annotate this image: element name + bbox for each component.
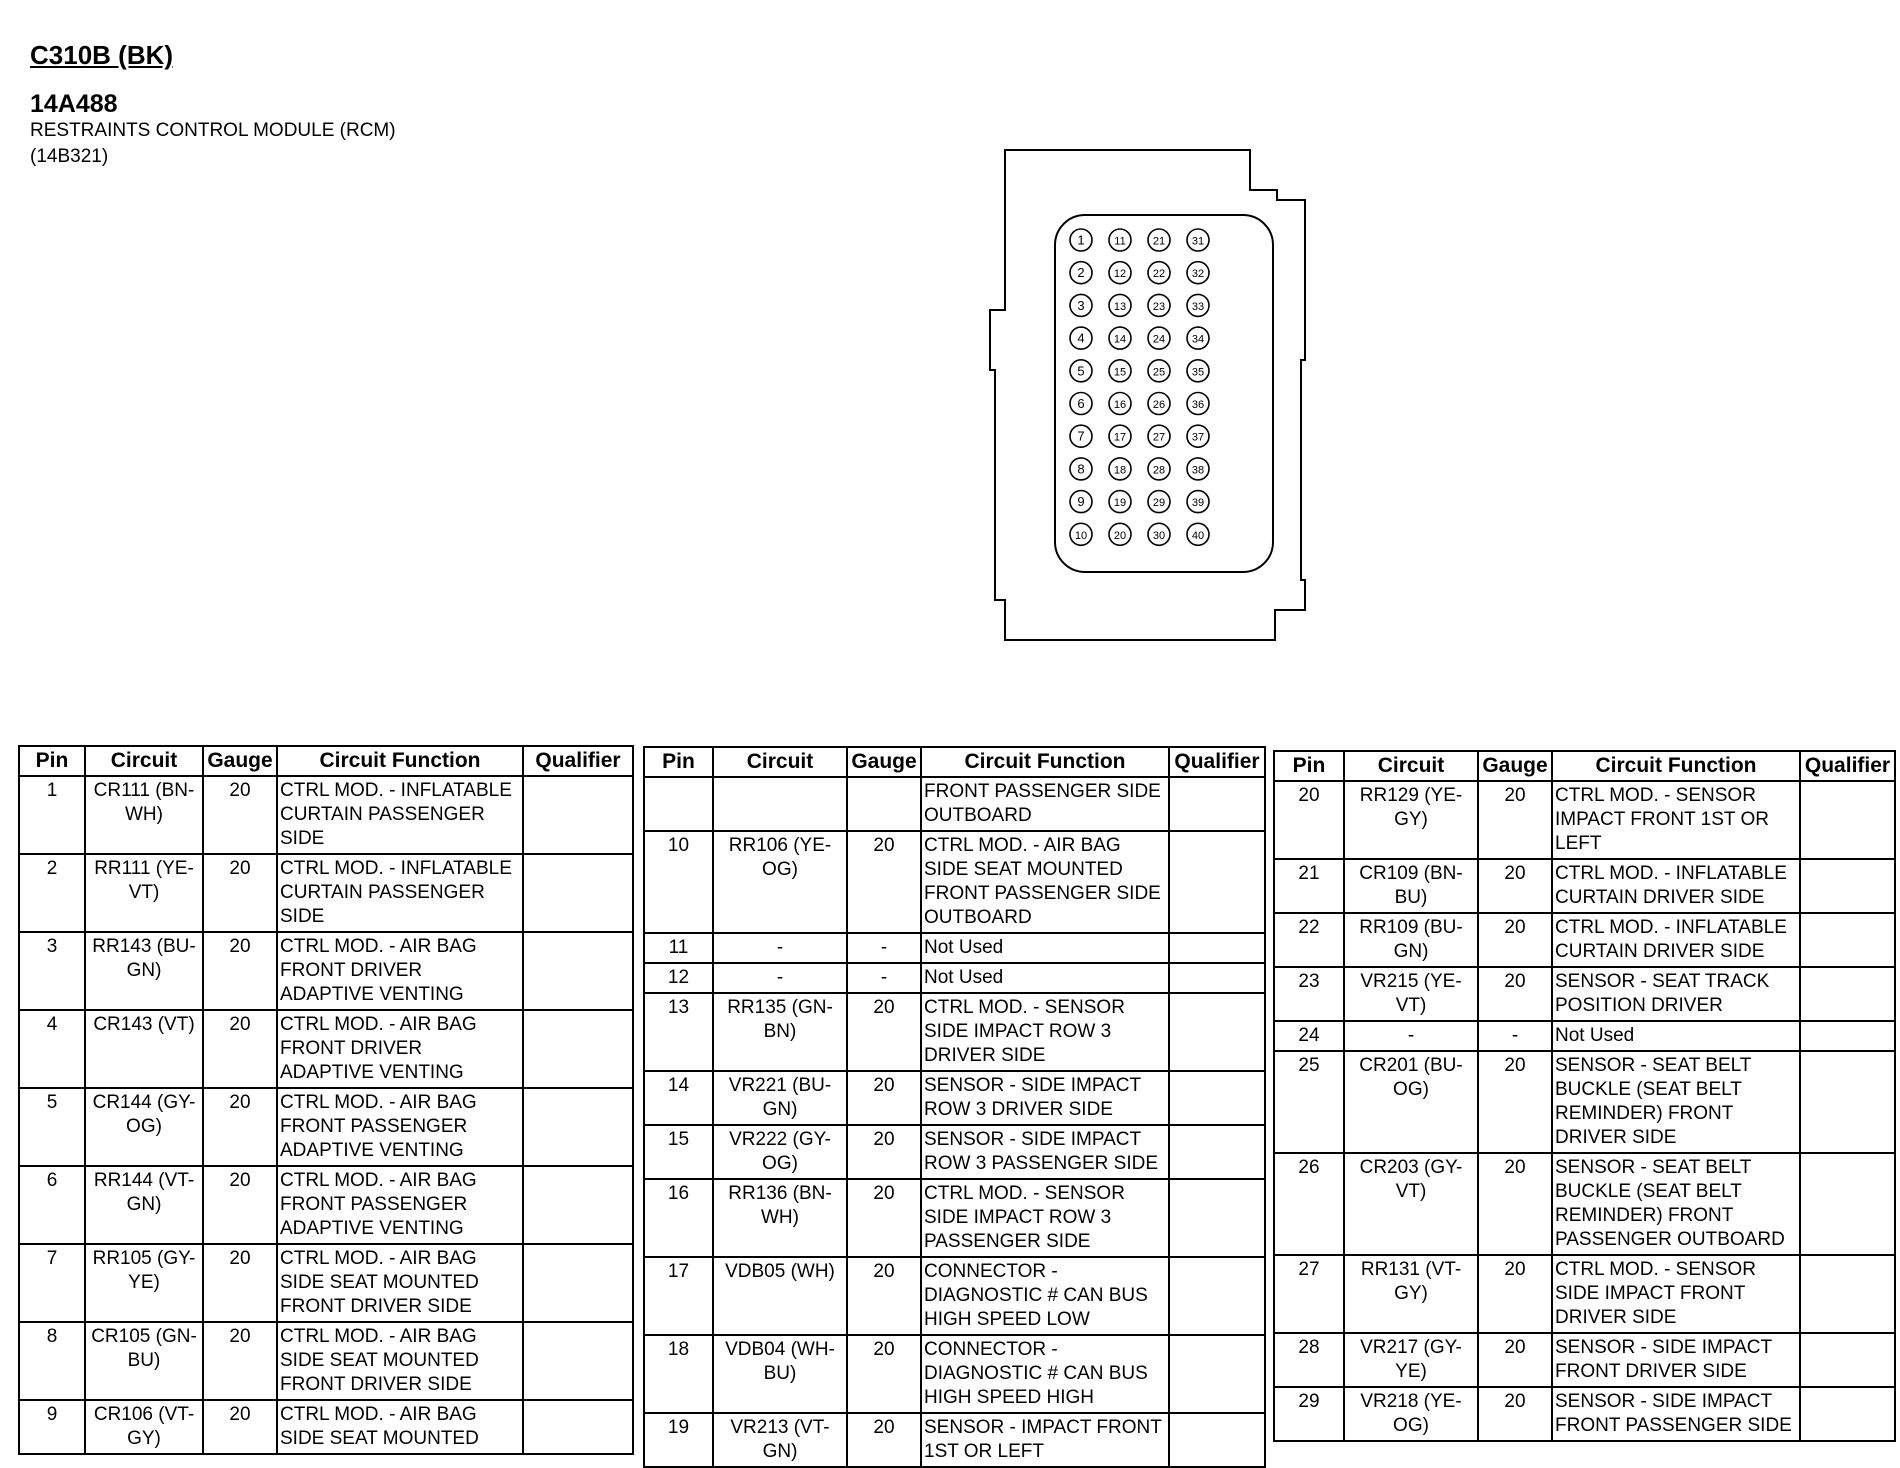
circuit-cell: RR143 (BU-GN) xyxy=(85,932,203,1010)
qualifier-cell xyxy=(1800,1051,1895,1153)
pin-cell xyxy=(644,777,713,831)
circuit-cell: VR221 (BU-GN) xyxy=(713,1071,847,1125)
table-row xyxy=(19,1010,633,1088)
function-cell: SENSOR - IMPACT FRONT 1ST OR LEFT xyxy=(921,1413,1169,1467)
pin-cell: 8 xyxy=(19,1322,85,1400)
gauge-cell: 20 xyxy=(847,1125,921,1179)
module-sub-number: (14B321) xyxy=(30,146,109,167)
col-qualifier: Qualifier xyxy=(523,746,633,776)
circuit-cell: RR144 (VT-GN) xyxy=(85,1166,203,1244)
table-row xyxy=(19,1088,633,1166)
function-cell: CTRL MOD. - AIR BAG SIDE SEAT MOUNTED FRONT PASSENGER SIDE OUTBOARD xyxy=(921,831,1169,933)
function-cell: CONNECTOR - DIAGNOSTIC # CAN BUS HIGH SPEED LOW xyxy=(921,1257,1169,1335)
gauge-cell: 20 xyxy=(847,831,921,933)
pin-cell: 21 xyxy=(1274,859,1344,913)
circuit-cell: - xyxy=(1344,1021,1478,1051)
col-pin: Pin xyxy=(1274,751,1344,781)
table-row xyxy=(644,831,1265,933)
pin-number: 2 xyxy=(1077,265,1085,281)
qualifier-cell xyxy=(523,1010,633,1088)
pin-cell: 14 xyxy=(644,1071,713,1125)
gauge-cell: 20 xyxy=(203,1010,277,1088)
table-row xyxy=(644,1413,1265,1467)
qualifier-cell xyxy=(1800,1153,1895,1255)
function-cell: CTRL MOD. - INFLATABLE CURTAIN PASSENGER SIDE xyxy=(277,776,523,854)
table-row xyxy=(1274,967,1895,1021)
circuit-cell: VR218 (YE-OG) xyxy=(1344,1387,1478,1441)
gauge-cell: 20 xyxy=(1478,1387,1552,1441)
qualifier-cell xyxy=(1169,1335,1265,1413)
col-qualifier: Qualifier xyxy=(1800,751,1895,781)
pin-number: 22 xyxy=(1152,268,1166,281)
circuit-cell: RR136 (BN-WH) xyxy=(713,1179,847,1257)
circuit-cell: CR143 (VT) xyxy=(85,1010,203,1088)
gauge-cell: 20 xyxy=(1478,913,1552,967)
pin-number: 25 xyxy=(1152,366,1166,379)
circuit-cell: VR222 (GY-OG) xyxy=(713,1125,847,1179)
circuit-cell: RR135 (GN-BN) xyxy=(713,993,847,1071)
qualifier-cell xyxy=(1800,913,1895,967)
pin-number: 31 xyxy=(1191,235,1205,248)
table-row xyxy=(1274,1255,1895,1333)
pin-number: 37 xyxy=(1191,431,1205,444)
connector-housing xyxy=(990,150,1305,640)
table-row xyxy=(644,1071,1265,1125)
table-row xyxy=(19,1322,633,1400)
gauge-cell: 20 xyxy=(203,1166,277,1244)
pin-number: 18 xyxy=(1113,464,1127,477)
qualifier-cell xyxy=(1169,1257,1265,1335)
function-cell: FRONT PASSENGER SIDE OUTBOARD xyxy=(921,777,1169,831)
table-row xyxy=(644,993,1265,1071)
function-cell: CTRL MOD. - AIR BAG SIDE SEAT MOUNTED xyxy=(277,1400,523,1454)
table-row xyxy=(1274,1153,1895,1255)
circuit-cell: VDB04 (WH-BU) xyxy=(713,1335,847,1413)
pin-cell: 13 xyxy=(644,993,713,1071)
col-circuit: Circuit xyxy=(1344,751,1478,781)
circuit-cell: CR106 (VT-GY) xyxy=(85,1400,203,1454)
pin-number: 11 xyxy=(1114,235,1126,248)
table-row xyxy=(1274,1387,1895,1441)
gauge-cell: 20 xyxy=(847,1413,921,1467)
circuit-cell: - xyxy=(713,963,847,993)
pin-cell: 9 xyxy=(19,1400,85,1454)
function-cell: CTRL MOD. - AIR BAG FRONT DRIVER ADAPTIVE VENTING xyxy=(277,932,523,1010)
circuit-cell: VR213 (VT-GN) xyxy=(713,1413,847,1467)
gauge-cell: 20 xyxy=(1478,859,1552,913)
function-cell: CTRL MOD. - SENSOR IMPACT FRONT 1ST OR LEFT xyxy=(1552,781,1800,859)
function-cell: CTRL MOD. - AIR BAG FRONT DRIVER ADAPTIVE VENTING xyxy=(277,1010,523,1088)
table-row xyxy=(644,1335,1265,1413)
pin-number: 15 xyxy=(1113,366,1127,379)
qualifier-cell xyxy=(1169,1125,1265,1179)
table-row xyxy=(1274,1051,1895,1153)
table-row xyxy=(19,776,633,854)
col-function: Circuit Function xyxy=(1552,751,1800,781)
gauge-cell: 20 xyxy=(203,1322,277,1400)
gauge-cell: 20 xyxy=(1478,781,1552,859)
pin-number: 36 xyxy=(1191,399,1205,411)
pin-number: 14 xyxy=(1113,333,1127,346)
pin-number: 24 xyxy=(1152,333,1166,346)
table-row xyxy=(19,854,633,932)
gauge-cell: 20 xyxy=(847,1179,921,1257)
circuit-cell: VR215 (YE-VT) xyxy=(1344,967,1478,1021)
pin-cell: 26 xyxy=(1274,1153,1344,1255)
qualifier-cell xyxy=(1169,1413,1265,1467)
pin-cell: 1 xyxy=(19,776,85,854)
pin-number: 7 xyxy=(1077,428,1085,444)
pin-number: 16 xyxy=(1113,399,1127,411)
part-number: 14A488 xyxy=(30,90,118,118)
pin-number: 33 xyxy=(1191,300,1205,313)
gauge-cell: 20 xyxy=(203,1244,277,1322)
pin-cell: 18 xyxy=(644,1335,713,1413)
pin-number: 29 xyxy=(1152,497,1166,510)
pin-number: 32 xyxy=(1191,268,1205,281)
col-pin: Pin xyxy=(644,747,713,777)
pin-number: 3 xyxy=(1077,297,1085,313)
table-row xyxy=(1274,913,1895,967)
circuit-cell: VR217 (GY-YE) xyxy=(1344,1333,1478,1387)
gauge-cell: 20 xyxy=(1478,1255,1552,1333)
gauge-cell: 20 xyxy=(203,854,277,932)
circuit-cell: VDB05 (WH) xyxy=(713,1257,847,1335)
circuit-cell: RR129 (YE-GY) xyxy=(1344,781,1478,859)
qualifier-cell xyxy=(523,1166,633,1244)
function-cell: SENSOR - SIDE IMPACT ROW 3 PASSENGER SIDE xyxy=(921,1125,1169,1179)
gauge-cell: 20 xyxy=(203,1088,277,1166)
function-cell: Not Used xyxy=(1552,1021,1800,1051)
col-gauge: Gauge xyxy=(847,747,921,777)
circuit-cell: CR111 (BN-WH) xyxy=(85,776,203,854)
qualifier-cell xyxy=(1169,1179,1265,1257)
function-cell: CTRL MOD. - AIR BAG FRONT PASSENGER ADAPTIVE VENTING xyxy=(277,1088,523,1166)
qualifier-cell xyxy=(523,1244,633,1322)
function-cell: CTRL MOD. - INFLATABLE CURTAIN DRIVER SIDE xyxy=(1552,859,1800,913)
pin-number: 1 xyxy=(1077,232,1085,248)
function-cell: CTRL MOD. - SENSOR SIDE IMPACT ROW 3 DRIVER SIDE xyxy=(921,993,1169,1071)
table-row xyxy=(19,1400,633,1454)
function-cell: CTRL MOD. - AIR BAG SIDE SEAT MOUNTED FRONT DRIVER SIDE xyxy=(277,1322,523,1400)
pin-table-3 xyxy=(1273,750,1896,1442)
pin-cell: 24 xyxy=(1274,1021,1344,1051)
pin-number: 19 xyxy=(1113,497,1127,510)
gauge-cell: 20 xyxy=(1478,1333,1552,1387)
circuit-cell: RR111 (YE-VT) xyxy=(85,854,203,932)
pin-number: 27 xyxy=(1152,431,1166,444)
pin-cell: 2 xyxy=(19,854,85,932)
circuit-cell: RR131 (VT-GY) xyxy=(1344,1255,1478,1333)
qualifier-cell xyxy=(1800,781,1895,859)
circuit-cell: CR201 (BU-OG) xyxy=(1344,1051,1478,1153)
pin-number: 6 xyxy=(1077,396,1085,411)
gauge-cell: 20 xyxy=(847,1071,921,1125)
qualifier-cell xyxy=(523,854,633,932)
pin-number: 21 xyxy=(1152,235,1166,248)
gauge-cell: 20 xyxy=(203,1400,277,1454)
function-cell: SENSOR - SEAT BELT BUCKLE (SEAT BELT REMINDER) FRONT DRIVER SIDE xyxy=(1552,1051,1800,1153)
function-cell: CTRL MOD. - SENSOR SIDE IMPACT ROW 3 PASSENGER SIDE xyxy=(921,1179,1169,1257)
qualifier-cell xyxy=(1169,993,1265,1071)
pin-cell: 16 xyxy=(644,1179,713,1257)
function-cell: CTRL MOD. - INFLATABLE CURTAIN DRIVER SIDE xyxy=(1552,913,1800,967)
pin-cell: 15 xyxy=(644,1125,713,1179)
function-cell: CONNECTOR - DIAGNOSTIC # CAN BUS HIGH SPEED HIGH xyxy=(921,1335,1169,1413)
qualifier-cell xyxy=(1800,1021,1895,1051)
col-function: Circuit Function xyxy=(921,747,1169,777)
function-cell: CTRL MOD. - SENSOR SIDE IMPACT FRONT DRIVER SIDE xyxy=(1552,1255,1800,1333)
col-gauge: Gauge xyxy=(203,746,277,776)
pin-number: 28 xyxy=(1152,464,1166,477)
pin-number: 4 xyxy=(1077,330,1085,346)
qualifier-cell xyxy=(1169,831,1265,933)
circuit-cell: - xyxy=(713,933,847,963)
pin-number: 10 xyxy=(1074,529,1088,542)
pin-number: 34 xyxy=(1191,333,1205,346)
gauge-cell: 20 xyxy=(203,932,277,1010)
pin-cell: 27 xyxy=(1274,1255,1344,1333)
pin-cell: 7 xyxy=(19,1244,85,1322)
pin-cell: 20 xyxy=(1274,781,1344,859)
qualifier-cell xyxy=(1169,1071,1265,1125)
function-cell: CTRL MOD. - AIR BAG SIDE SEAT MOUNTED FRONT DRIVER SIDE xyxy=(277,1244,523,1322)
pin-number: 26 xyxy=(1152,399,1166,411)
module-description: RESTRAINTS CONTROL MODULE (RCM) xyxy=(30,120,396,141)
pin-cell: 11 xyxy=(644,933,713,963)
function-cell: SENSOR - SIDE IMPACT FRONT DRIVER SIDE xyxy=(1552,1333,1800,1387)
pin-number: 9 xyxy=(1077,494,1085,510)
table-row xyxy=(644,1125,1265,1179)
circuit-cell: CR203 (GY-VT) xyxy=(1344,1153,1478,1255)
circuit-cell: RR106 (YE-OG) xyxy=(713,831,847,933)
function-cell: CTRL MOD. - AIR BAG FRONT PASSENGER ADAPTIVE VENTING xyxy=(277,1166,523,1244)
pin-number: 35 xyxy=(1191,366,1205,379)
col-function: Circuit Function xyxy=(277,746,523,776)
connector-id: C310B (BK) xyxy=(30,40,174,70)
pin-number: 39 xyxy=(1191,497,1205,510)
function-cell: SENSOR - SEAT BELT BUCKLE (SEAT BELT REMINDER) FRONT PASSENGER OUTBOARD xyxy=(1552,1153,1800,1255)
gauge-cell: 20 xyxy=(1478,967,1552,1021)
pin-number: 17 xyxy=(1113,431,1127,444)
qualifier-cell xyxy=(1169,777,1265,831)
circuit-cell: CR105 (GN-BU) xyxy=(85,1322,203,1400)
qualifier-cell xyxy=(1800,1333,1895,1387)
table-row xyxy=(644,777,1265,831)
qualifier-cell xyxy=(523,776,633,854)
pin-cell: 28 xyxy=(1274,1333,1344,1387)
qualifier-cell xyxy=(523,1322,633,1400)
connector-face-diagram xyxy=(985,140,1325,650)
qualifier-cell xyxy=(1800,967,1895,1021)
pin-cell: 19 xyxy=(644,1413,713,1467)
pin-cell: 10 xyxy=(644,831,713,933)
table-row xyxy=(644,933,1265,963)
qualifier-cell xyxy=(523,1088,633,1166)
circuit-cell xyxy=(713,777,847,831)
table-row xyxy=(644,1257,1265,1335)
gauge-cell: 20 xyxy=(203,776,277,854)
table-row xyxy=(19,1244,633,1322)
function-cell: Not Used xyxy=(921,963,1169,993)
pin-number: 20 xyxy=(1113,529,1127,542)
pin-number: 8 xyxy=(1077,461,1085,477)
table-row xyxy=(644,963,1265,993)
pin-number: 13 xyxy=(1113,300,1127,313)
gauge-cell: 20 xyxy=(847,1335,921,1413)
pin-cell: 17 xyxy=(644,1257,713,1335)
table-row xyxy=(1274,781,1895,859)
pin-number: 40 xyxy=(1191,529,1205,542)
qualifier-cell xyxy=(1169,933,1265,963)
pin-number: 38 xyxy=(1191,464,1205,477)
gauge-cell: 20 xyxy=(1478,1051,1552,1153)
pin-number: 12 xyxy=(1113,268,1127,281)
col-gauge: Gauge xyxy=(1478,751,1552,781)
qualifier-cell xyxy=(1169,963,1265,993)
pin-cell: 22 xyxy=(1274,913,1344,967)
function-cell: SENSOR - SIDE IMPACT FRONT PASSENGER SIDE xyxy=(1552,1387,1800,1441)
gauge-cell: - xyxy=(847,963,921,993)
gauge-cell: - xyxy=(1478,1021,1552,1051)
pin-cell: 12 xyxy=(644,963,713,993)
table-row xyxy=(1274,859,1895,913)
gauge-cell: 20 xyxy=(1478,1153,1552,1255)
pin-cell: 4 xyxy=(19,1010,85,1088)
table-row xyxy=(644,1179,1265,1257)
circuit-cell: CR144 (GY-OG) xyxy=(85,1088,203,1166)
circuit-cell: RR105 (GY-YE) xyxy=(85,1244,203,1322)
pin-number: 23 xyxy=(1152,300,1166,313)
qualifier-cell xyxy=(523,1400,633,1454)
col-circuit: Circuit xyxy=(713,747,847,777)
qualifier-cell xyxy=(1800,1387,1895,1441)
col-pin: Pin xyxy=(19,746,85,776)
col-circuit: Circuit xyxy=(85,746,203,776)
gauge-cell: 20 xyxy=(847,1257,921,1335)
gauge-cell xyxy=(847,777,921,831)
table-row xyxy=(1274,1333,1895,1387)
function-cell: CTRL MOD. - INFLATABLE CURTAIN PASSENGER SIDE xyxy=(277,854,523,932)
qualifier-cell xyxy=(1800,1255,1895,1333)
function-cell: SENSOR - SIDE IMPACT ROW 3 DRIVER SIDE xyxy=(921,1071,1169,1125)
pin-cell: 23 xyxy=(1274,967,1344,1021)
pin-cell: 6 xyxy=(19,1166,85,1244)
qualifier-cell xyxy=(1800,859,1895,913)
pin-table-2 xyxy=(643,746,1266,1468)
pin-cell: 25 xyxy=(1274,1051,1344,1153)
pin-number: 30 xyxy=(1152,529,1166,542)
circuit-cell: RR109 (BU-GN) xyxy=(1344,913,1478,967)
function-cell: SENSOR - SEAT TRACK POSITION DRIVER xyxy=(1552,967,1800,1021)
table-row xyxy=(19,932,633,1010)
pin-table-1 xyxy=(18,745,634,1455)
table-row xyxy=(1274,1021,1895,1051)
pin-cell: 29 xyxy=(1274,1387,1344,1441)
table-row xyxy=(19,1166,633,1244)
qualifier-cell xyxy=(523,932,633,1010)
gauge-cell: 20 xyxy=(847,993,921,1071)
pin-cell: 3 xyxy=(19,932,85,1010)
function-cell: Not Used xyxy=(921,933,1169,963)
pin-number: 5 xyxy=(1077,363,1085,379)
col-qualifier: Qualifier xyxy=(1169,747,1265,777)
circuit-cell: CR109 (BN-BU) xyxy=(1344,859,1478,913)
pin-cell: 5 xyxy=(19,1088,85,1166)
gauge-cell: - xyxy=(847,933,921,963)
